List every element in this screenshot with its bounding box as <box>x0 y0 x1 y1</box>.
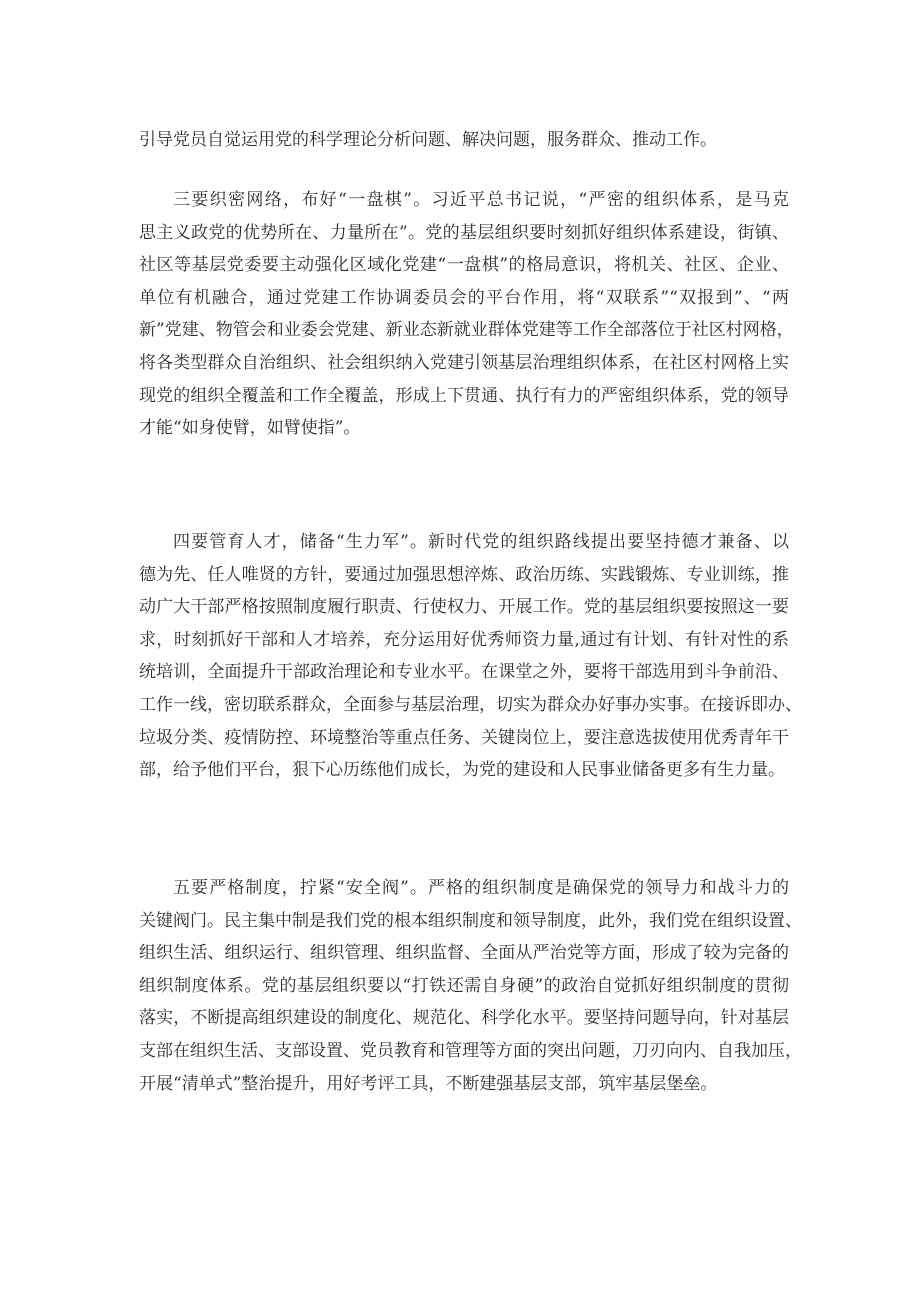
text-line: 新”党建、物管会和业委会党建、新业态新就业群体党建等工作全部落位于社区村网格， <box>139 320 794 341</box>
text-line: 落实，不断提高组织建设的制度化、规范化、科学化水平。要坚持问题导向，针对基层 <box>139 1008 789 1029</box>
paragraph-network <box>139 184 794 445</box>
text-line: 开展“清单式”整治提升，用好考评工具，不断建强基层支部，筑牢基层堡垒。 <box>139 1073 718 1094</box>
text-line: 四要管育人才，储备“生力军”。新时代党的组织路线提出要坚持德才兼备、以 <box>173 532 789 552</box>
text-line: 五要严格制度，拧紧“安全阀”。严格的组织制度是确保党的领导力和战斗力的 <box>173 878 789 898</box>
text-line: 求，时刻抓好干部和人才培养，充分运用好优秀师资力量,通过有计划、有针对性的系 <box>139 629 789 650</box>
text-line: 动广大干部严格按照制度履行职责、行使权力、开展工作。党的基层组织要按照这一要 <box>139 597 789 618</box>
text-line: 统培训，全面提升干部政治理论和专业水平。在课堂之外，要将干部选用到斗争前沿、 <box>139 662 789 683</box>
text-line: 组织生活、组织运行、组织管理、组织监督、全面从严治党等方面，形成了较为完备的 <box>139 943 789 964</box>
text-line: 支部在组织生活、支部设置、党员教育和管理等方面的突出问题，刀刃向内、自我加压， <box>139 1040 802 1061</box>
text-line: 工作一线，密切联系群众，全面参与基层治理，切实为群众办好事办实事。在接诉即办、 <box>139 694 802 715</box>
text-line: 关键阀门。民主集中制是我们党的根本组织制度和领导制度，此外，我们党在组织设置、 <box>139 910 802 931</box>
text-line: 垃圾分类、疫情防控、环境整治等重点任务、关键岗位上，要注意选拔使用优秀青年干 <box>139 727 789 748</box>
text-line: 将各类型群众自治组织、社会组织纳入党建引领基层治理组织体系，在社区村网格上实 <box>139 352 789 373</box>
text-line: 三要织密网络，布好“一盘棋”。习近平总书记说，“严密的组织体系，是马克 <box>173 190 789 210</box>
paragraph-continuation <box>139 124 789 157</box>
text-line: 社区等基层党委要主动强化区域化党建“一盘棋”的格局意识，将机关、社区、企业、 <box>139 255 789 276</box>
text-line: 引导党员自觉运用党的科学理论分析问题、解决问题，服务群众、推动工作。 <box>139 130 717 150</box>
text-line: 现党的组织全覆盖和工作全覆盖，形成上下贯通、执行有力的严密组织体系，党的领导 <box>139 385 789 406</box>
text-line: 德为先、任人唯贤的方针，要通过加强思想淬炼、政治历练、实践锻炼、专业训练，推 <box>139 564 789 585</box>
paragraph-talent <box>139 526 802 787</box>
paragraph-system <box>139 872 802 1100</box>
text-line: 单位有机融合，通过党建工作协调委员会的平台作用，将“双联系”“双报到”、“两 <box>139 287 789 308</box>
text-line: 思主义政党的优势所在、力量所在”。党的基层组织要时刻抓好组织体系建设，街镇、 <box>139 222 789 243</box>
text-line: 组织制度体系。党的基层组织要以“打铁还需自身硬”的政治自觉抓好组织制度的贯彻 <box>139 975 789 996</box>
text-line: 部，给予他们平台，狠下心历练他们成长，为党的建设和人民事业储备更多有生力量。 <box>139 760 785 781</box>
text-line: 才能“如身使臂，如臂使指”。 <box>139 418 361 439</box>
